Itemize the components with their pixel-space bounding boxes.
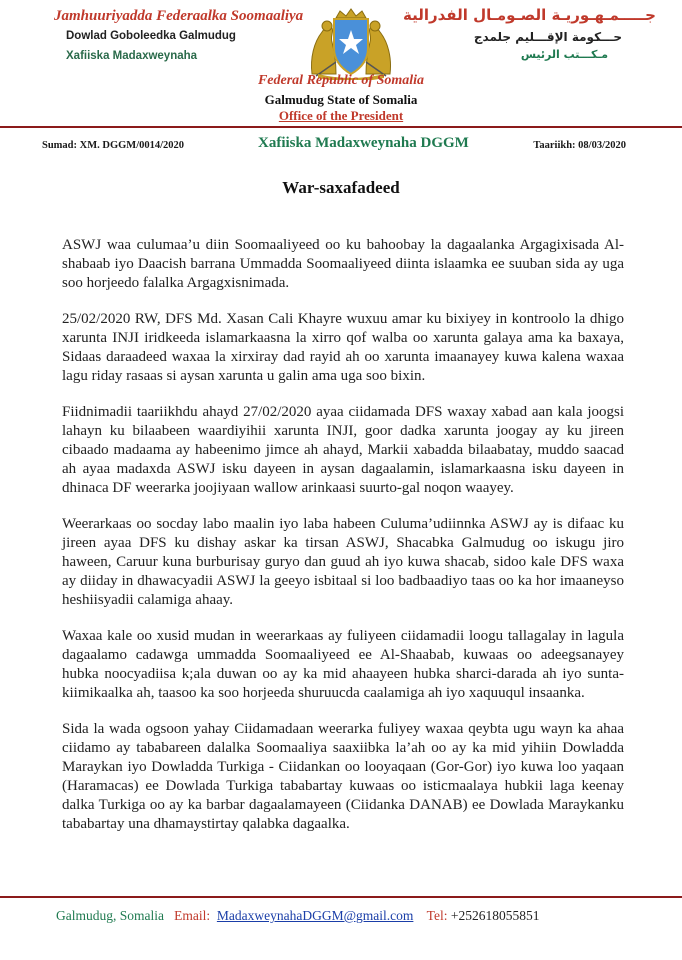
document-body [62, 236, 624, 851]
header-arabic-state: حـــكومة الإقـــليم جلمدج [473, 30, 622, 44]
header-arabic-office: مـكـــتب الرئيس [520, 48, 608, 61]
coat-of-arms-emblem [296, 8, 406, 80]
header-somali-office: Xafiiska Madaxweynaha [66, 50, 198, 62]
paragraph: Weerarkaas oo socday labo maalin iyo laba habeen Culuma’udiinnka ASWJ ay is difaac ku jireen ayaa DFS ku dishay askar ka tirsan ASWJ, Shacabka Galmudug oo iskugu jiro haween, Caruur kuna burburisay guryo dan guud ah iyo kuwa shacab, sidoo kale DFS waxa ay diiday in dhawacyadii ASWJ la geeyo isbitaal si loo badbaadiyo taas oo ka hor imaaneyso heshiisyadii calamiga ahaay. [62, 516, 624, 608]
reference-office: Xafiiska Madaxweynaha DGGM [258, 135, 469, 151]
header-federal-republic: Federal Republic of Somalia [257, 73, 425, 88]
footer-tel-label: Tel: [426, 908, 448, 923]
header-divider [0, 126, 682, 128]
header-office-name [0, 108, 682, 124]
header-somali-title: Jamhuuriyadda Federaalka Soomaaliya [54, 8, 304, 24]
footer-email-link[interactable]: MadaxweynahaDGGM@gmail.com [216, 908, 414, 923]
header-state-name: Galmudug State of Somalia [264, 92, 418, 107]
paragraph: Sida la wada ogsoon yahay Ciidamadaan weerarka fuliyey waxaa qeybta ugu wayn ka ahaa ciidamo ay tababareen dalalka Soomaaliya saaxiibka la’ah oo ay ka mid yihiin Dowladda Maraykan iyo Dowladda Turkiga - Ciidankan oo looyaqaan (Gor-Gor) iyo kuwa loo yaqaan (Haramacas) ee Dowlada Turkiga tababartay kuwaas oo isticmaalaya hubkii laga keenay dalka Turkiga oo ay ka barbar dagaalamayeen (Ciidanka DANAB) ee Dowlada Maraykanku tababartay una dhamaystirtay qalabka dagaalka. [62, 721, 624, 832]
footer [56, 908, 539, 924]
paragraph: 25/02/2020 RW, DFS Md. Xasan Cali Khayre wuxuu amar ku bixiyey in kontroolo la dhigo xarunta INJI iridkeeda islamarkaasna la xirro qof walba oo xarunta galaya ama ka baxaya, Sidaas daraadeed waxaa la xirxiray dad rayid ah oo xarunta imaanayey kuwa kalena waxaa lagu riday rasaas si aysan xarunta u galin ama uga soo bixin. [62, 311, 624, 384]
paragraph: Fiidnimadii taariikhdu ahayd 27/02/2020 ayaa ciidamada DFS waxay xabad aan kala joogsi lahayn ku bilaabeen waardiyihii xarunta INJI, goor dadka xarunta joogay ay ku jireen cibaado madaama ay habeenimo jimce ah ahayd, Markii xabadda bilaabatay, muddo saacad ah ayaa madaxda ASWJ isku dayeen in aysan dagaalamin, islamarkaasna isku dayeen in dhinaca DF weerarka joojiyaan wallow arinkaasi suurto-gal noqon waayey. [62, 404, 624, 496]
reference-date: Taariikh: 08/03/2020 [533, 140, 626, 151]
footer-location: Galmudug, Somalia [56, 908, 164, 923]
paragraph: ASWJ waa culumaa’u diin Soomaaliyeed oo ku bahoobay la dagaalanka Argagixisada Al-shabaab iyo Daacish barrana Ummadda Soomaaliyeed diinta islaamka ee suuban sida ay uga soo horjeedo falalka Argagxisnimada. [62, 237, 624, 291]
header-arabic-title: جـــــمـهـوريـة الصـومـال الفدرالية [402, 6, 656, 24]
footer-email-label: Email: [174, 908, 211, 923]
document-title: War-saxafadeed [282, 178, 400, 197]
footer-divider [0, 896, 682, 898]
header-office-name-text: Office of the President [278, 108, 404, 123]
header-somali-state: Dowlad Goboleedka Galmudug [66, 30, 236, 42]
paragraph: Waxaa kale oo xusid mudan in weerarkaas ay fuliyeen ciidamadii loogu tallagalay in lagula dagaalamo cadawga ummadda Soomaaliyeed ee Al-Shaabab, kuwaas oo adeegsanayey hubka noocyadiisa k;ala duwan oo ay ka mid ahaayeen hubka sharci-darada ah iyo sunta-kiimikaalka ah, taasoo ka soo horjeeda shuruucda caalamiga ah iyo xaquuqul insaanka. [62, 628, 624, 701]
reference-number: Sumad: XM. DGGM/0014/2020 [42, 140, 185, 151]
footer-tel: +252618055851 [450, 908, 540, 923]
